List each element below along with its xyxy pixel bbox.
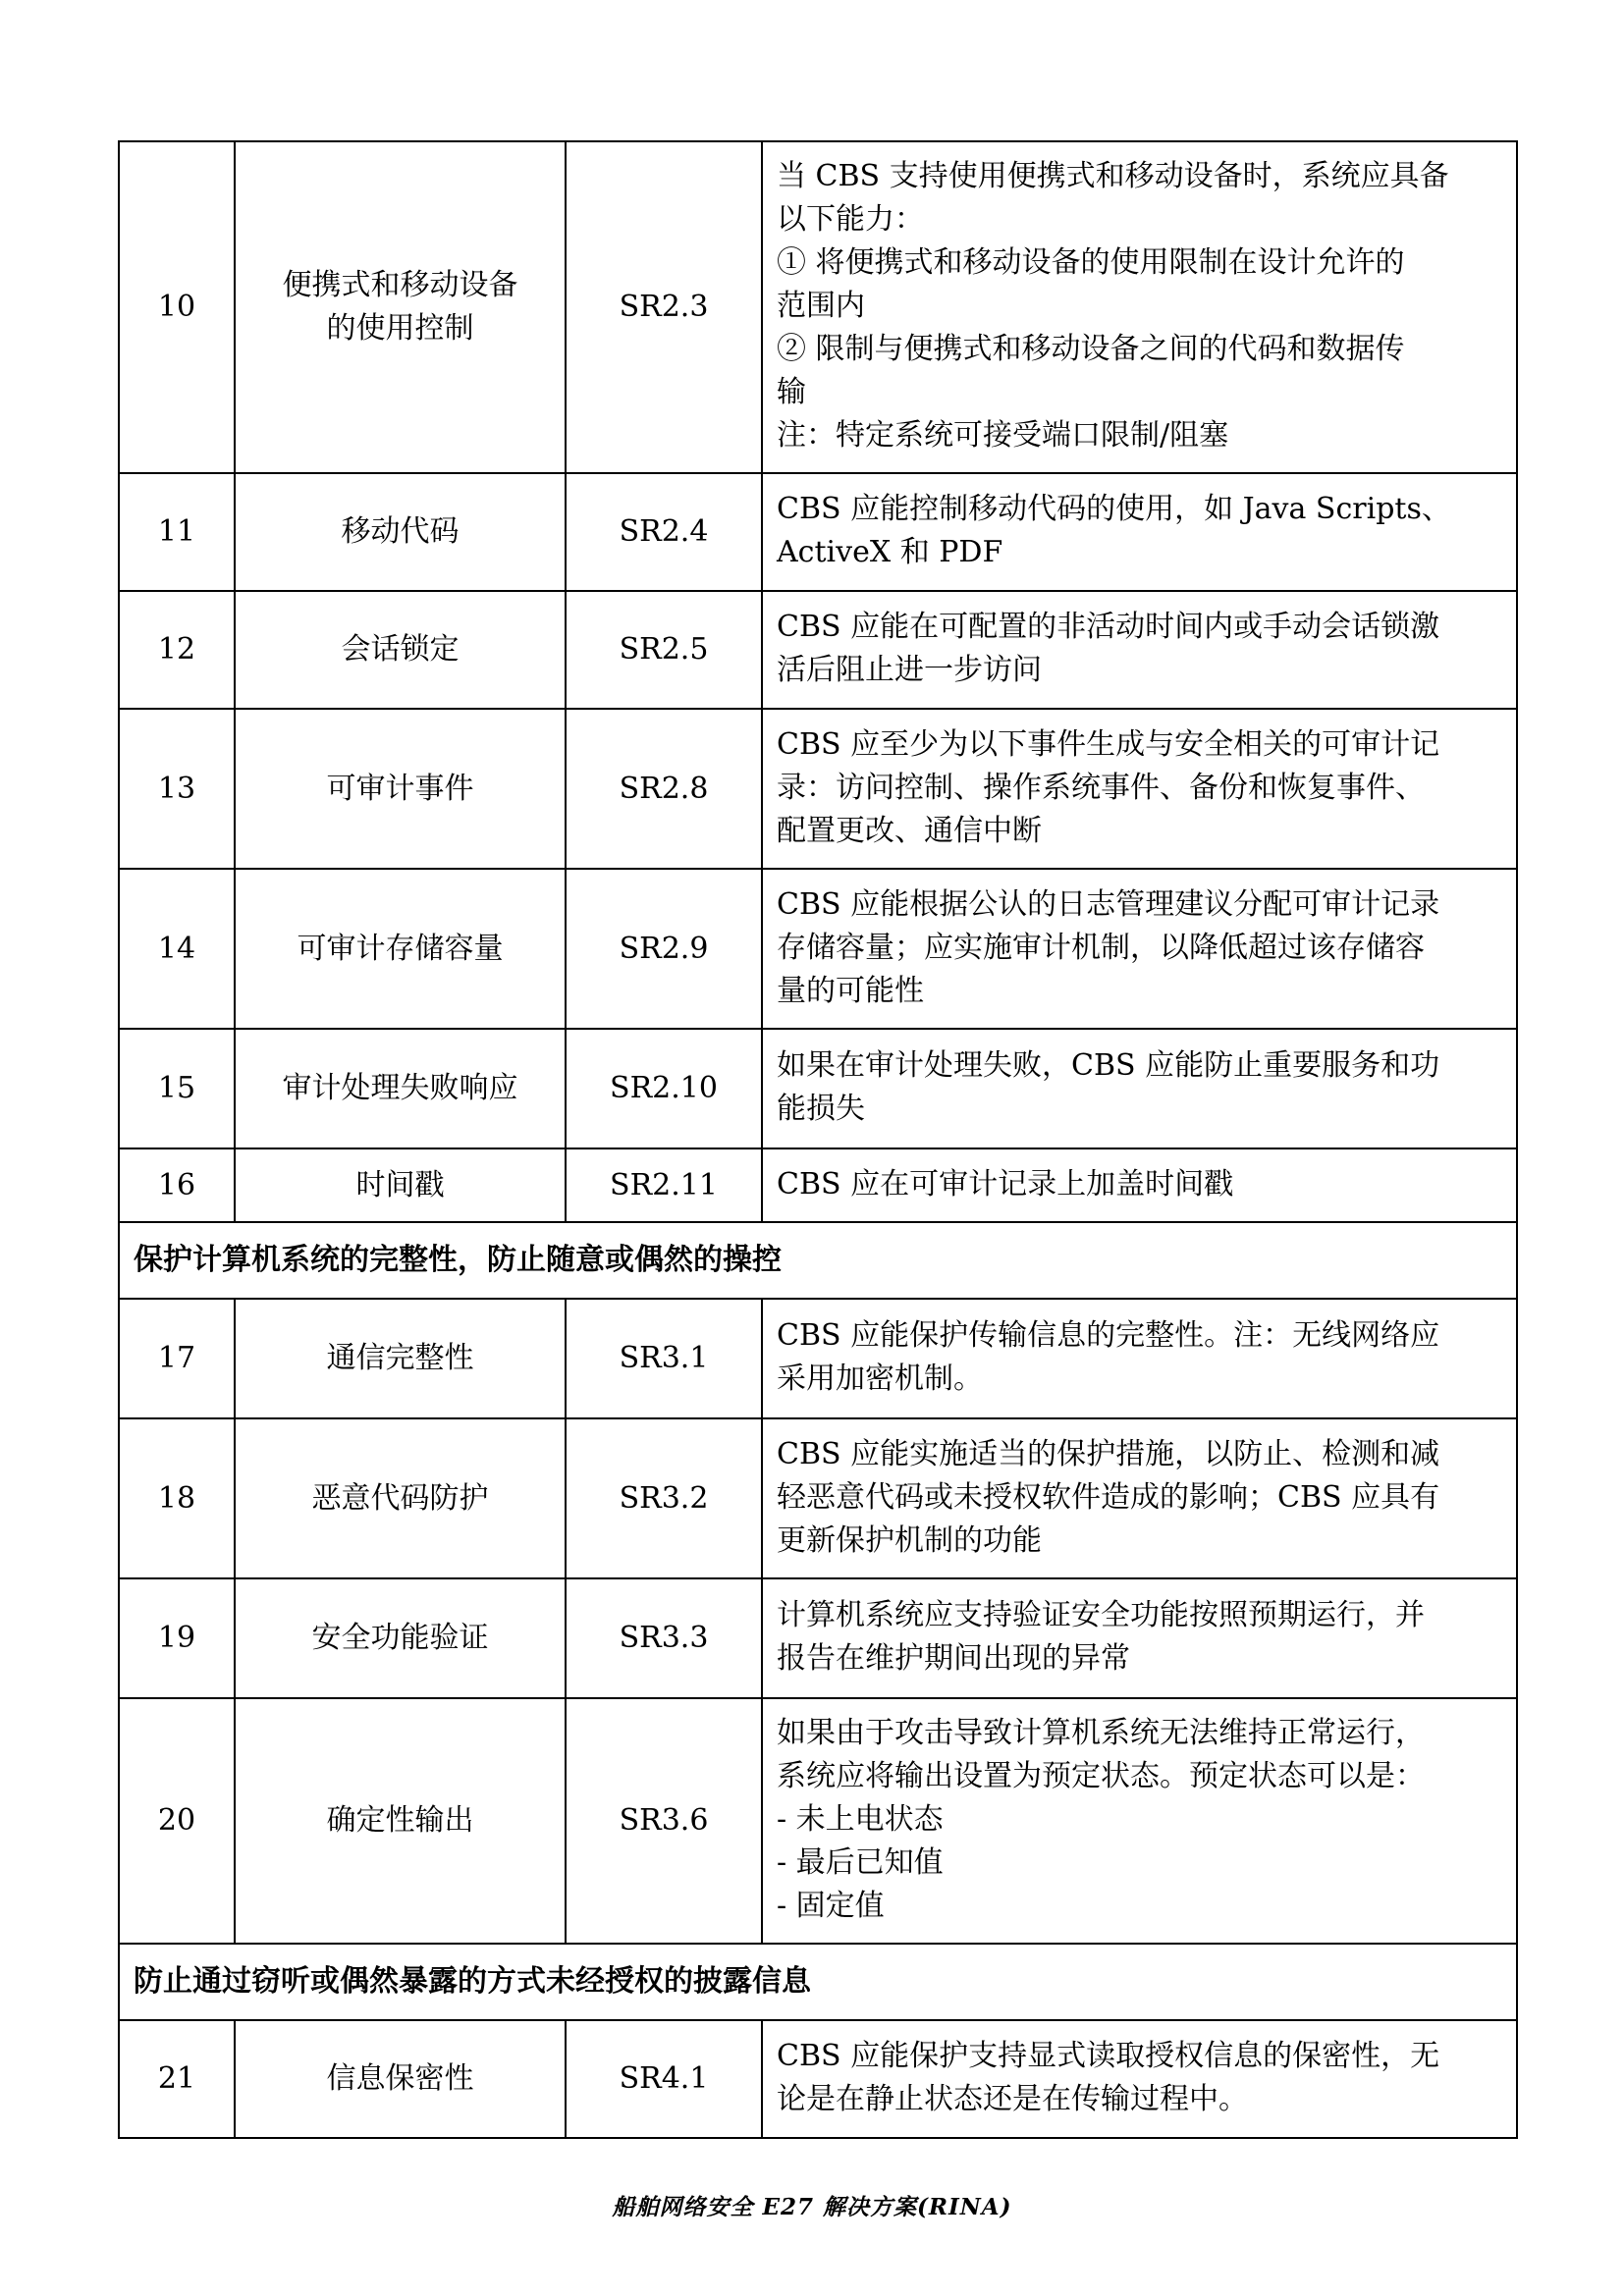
section-title: 保护计算机系统的完整性，防止随意或偶然的操控 (119, 1222, 1517, 1299)
section-title: 防止通过窃听或偶然暴露的方式未经授权的披露信息 (119, 1944, 1517, 2020)
description-line: ActiveX 和 PDF (777, 535, 1003, 569)
requirement-name (235, 709, 566, 869)
table-row (119, 1148, 1517, 1222)
description-line: 以下能力： (777, 202, 924, 237)
requirement-name-line: 可审计事件 (326, 771, 474, 806)
table-row (119, 1299, 1517, 1418)
description-line: CBS 应能控制移动代码的使用，如 Java Scripts、 (777, 492, 1451, 526)
row-number: 21 (119, 2020, 235, 2138)
requirements-table-body (119, 141, 1517, 2138)
requirement-code: SR3.1 (566, 1299, 762, 1418)
description-line: 计算机系统应支持验证安全功能按照预期运行，并 (777, 1598, 1425, 1632)
row-number: 12 (119, 591, 235, 709)
requirement-name-line: 移动代码 (341, 514, 460, 549)
table-row (119, 1698, 1517, 1944)
requirement-code: SR3.6 (566, 1698, 762, 1944)
requirement-description (762, 1148, 1517, 1222)
requirement-name (235, 869, 566, 1029)
description-line: 量的可能性 (777, 973, 924, 1008)
row-number: 17 (119, 1299, 235, 1418)
requirement-code: SR4.1 (566, 2020, 762, 2138)
description-line: 存储容量；应实施审计机制，以降低超过该存储容 (777, 930, 1425, 965)
requirement-description (762, 1578, 1517, 1698)
table-row (119, 1578, 1517, 1698)
page-footer: 船舶网络安全 E27 解决方案(RINA) (612, 2194, 1012, 2220)
description-line: - 固定值 (777, 1889, 885, 1923)
row-number: 14 (119, 869, 235, 1029)
requirement-name-line: 会话锁定 (341, 632, 460, 667)
requirement-name-line: 便携式和移动设备 (282, 268, 518, 302)
requirement-name (235, 473, 566, 591)
description-line: 轻恶意代码或未授权软件造成的影响；CBS 应具有 (777, 1479, 1440, 1515)
requirement-name (235, 141, 566, 473)
requirement-name-line: 可审计存储容量 (297, 931, 504, 966)
requirement-description (762, 1418, 1517, 1578)
description-line: 录：访问控制、操作系统事件、备份和恢复事件、 (777, 770, 1425, 805)
description-line: CBS 应能保护传输信息的完整性。注：无线网络应 (777, 1318, 1440, 1353)
row-number: 10 (119, 141, 235, 473)
table-row (119, 1418, 1517, 1578)
requirement-name-line: 安全功能验证 (311, 1621, 489, 1655)
requirement-name-line: 通信完整性 (326, 1341, 474, 1375)
row-number: 18 (119, 1418, 235, 1578)
description-line: 论是在静止状态还是在传输过程中。 (777, 2082, 1248, 2116)
requirement-code: SR3.3 (566, 1578, 762, 1698)
requirement-code: SR3.2 (566, 1418, 762, 1578)
requirement-code: SR2.4 (566, 473, 762, 591)
requirement-description (762, 2020, 1517, 2138)
description-line: 输 (777, 375, 806, 409)
requirement-description (762, 1029, 1517, 1148)
description-line: 能损失 (777, 1092, 865, 1126)
description-line: 如果在审计处理失败，CBS 应能防止重要服务和功 (777, 1048, 1440, 1083)
section-header-row (119, 1944, 1517, 2020)
requirement-code: SR2.9 (566, 869, 762, 1029)
description-line: 范围内 (777, 289, 865, 323)
requirement-name-line: 时间戳 (355, 1167, 445, 1202)
requirement-code: SR2.5 (566, 591, 762, 709)
requirement-code: SR2.11 (566, 1148, 762, 1222)
row-number: 11 (119, 473, 235, 591)
section-header-row (119, 1222, 1517, 1299)
row-number: 13 (119, 709, 235, 869)
table-row (119, 141, 1517, 473)
description-line: - 最后已知值 (777, 1845, 944, 1880)
description-line: 注：特定系统可接受端口限制/阻塞 (777, 418, 1229, 453)
requirement-name-line: 的使用控制 (326, 311, 474, 346)
row-number: 19 (119, 1578, 235, 1698)
description-line: 当 CBS 支持使用便携式和移动设备时，系统应具备 (777, 159, 1449, 193)
requirement-name-line: 审计处理失败响应 (282, 1071, 518, 1105)
description-line: 配置更改、通信中断 (777, 813, 1042, 848)
description-line: 如果由于攻击导致计算机系统无法维持正常运行， (777, 1716, 1425, 1750)
requirement-description (762, 1698, 1517, 1944)
requirement-code: SR2.3 (566, 141, 762, 473)
requirement-name (235, 1148, 566, 1222)
requirement-name (235, 1299, 566, 1418)
description-line: 系统应将输出设置为预定状态。预定状态可以是： (777, 1759, 1425, 1793)
requirement-description (762, 1299, 1517, 1418)
description-line: ① 将便携式和移动设备的使用限制在设计允许的 (777, 245, 1405, 280)
requirement-description (762, 473, 1517, 591)
requirement-description (762, 591, 1517, 709)
description-line: CBS 应能实施适当的保护措施，以防止、检测和减 (777, 1436, 1440, 1471)
requirement-name (235, 1418, 566, 1578)
description-line: CBS 应能在可配置的非活动时间内或手动会话锁激 (777, 610, 1440, 644)
description-line: CBS 应在可审计记录上加盖时间戳 (777, 1166, 1234, 1201)
description-line: - 未上电状态 (777, 1802, 944, 1837)
description-line: ② 限制与便携式和移动设备之间的代码和数据传 (777, 332, 1405, 366)
description-line: CBS 应至少为以下事件生成与安全相关的可审计记 (777, 726, 1440, 762)
table-row (119, 869, 1517, 1029)
requirement-name (235, 1698, 566, 1944)
requirement-code: SR2.10 (566, 1029, 762, 1148)
requirement-name (235, 1578, 566, 1698)
requirement-description (762, 141, 1517, 473)
table-row (119, 1029, 1517, 1148)
requirements-table (118, 140, 1518, 2139)
row-number: 16 (119, 1148, 235, 1222)
requirement-name (235, 591, 566, 709)
description-line: 活后阻止进一步访问 (777, 653, 1042, 687)
description-line: CBS 应能保护支持显式读取授权信息的保密性，无 (777, 2039, 1440, 2073)
description-line: 更新保护机制的功能 (777, 1522, 1042, 1558)
description-line: 报告在维护期间出现的异常 (777, 1641, 1130, 1676)
table-row (119, 591, 1517, 709)
requirement-description (762, 709, 1517, 869)
description-line: CBS 应能根据公认的日志管理建议分配可审计记录 (777, 886, 1440, 922)
description-line: 采用加密机制。 (777, 1362, 983, 1396)
requirement-name-line: 恶意代码防护 (311, 1480, 489, 1516)
table-row (119, 473, 1517, 591)
requirement-description (762, 869, 1517, 1029)
requirement-name (235, 2020, 566, 2138)
requirement-name-line: 信息保密性 (326, 2061, 474, 2096)
requirement-name (235, 1029, 566, 1148)
requirement-code: SR2.8 (566, 709, 762, 869)
row-number: 15 (119, 1029, 235, 1148)
table-row (119, 709, 1517, 869)
requirement-name-line: 确定性输出 (326, 1803, 474, 1838)
table-row (119, 2020, 1517, 2138)
row-number: 20 (119, 1698, 235, 1944)
